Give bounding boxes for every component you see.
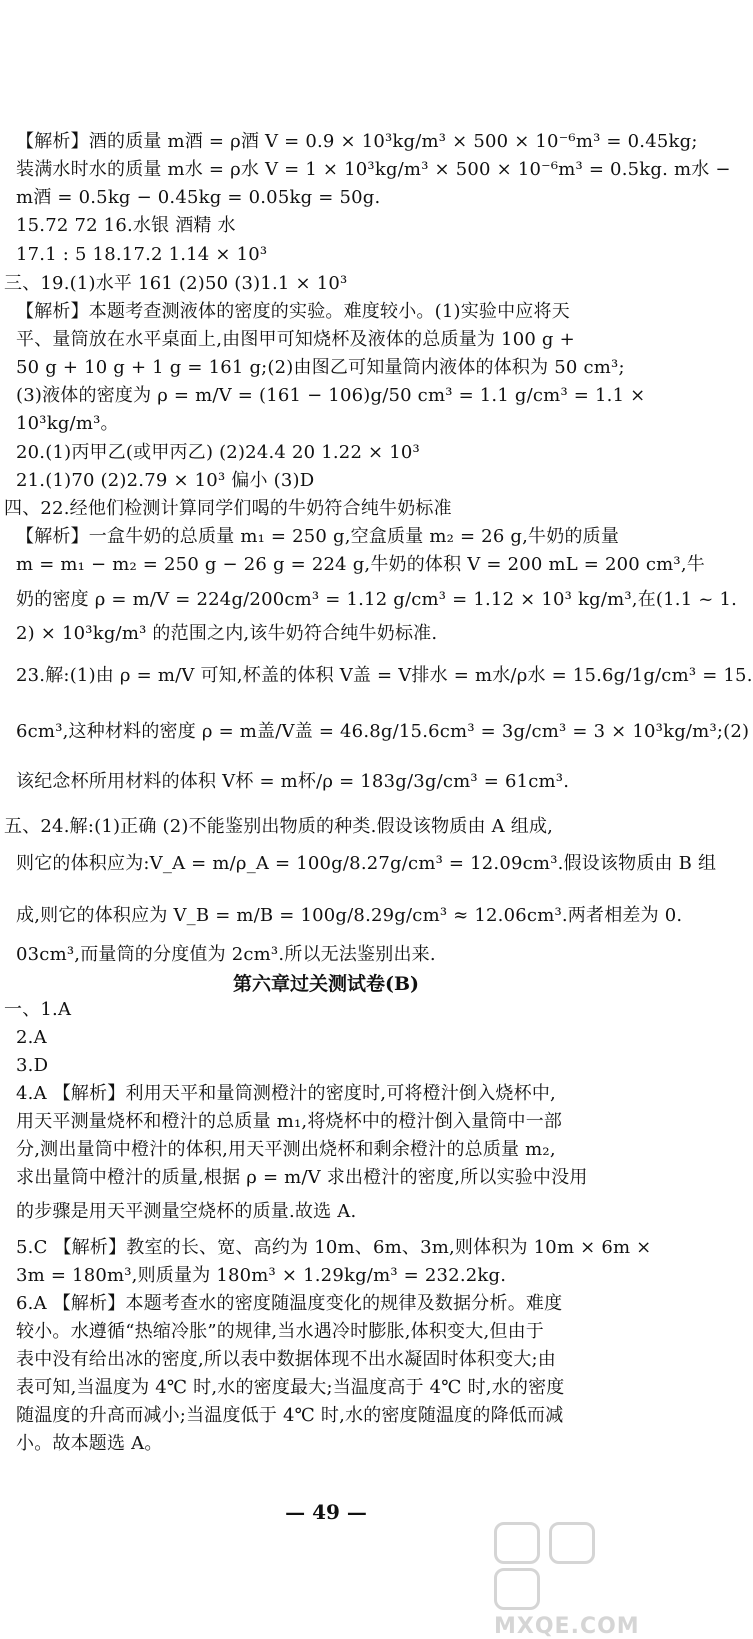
watermark-icon <box>549 1522 595 1564</box>
text-line: 奶的密度 ρ = m/V = 224g/200cm³ = 1.12 g/cm³ = 1.12 × 10³ kg/m³,在(1.1 ~ 1. <box>16 589 738 610</box>
text-line: m = m₁ − m₂ = 250 g − 26 g = 224 g,牛奶的体积 V = 200 mL = 200 cm³,牛 <box>16 554 705 575</box>
text-line: 五、24.解:(1)正确 (2)不能鉴别出物质的种类.假设该物质由 A 组成, <box>4 816 554 837</box>
text-line: 2.A <box>16 1027 47 1048</box>
text-line: 则它的体积应为:V_A = m/ρ_A = 100g/8.27g/cm³ = 12.09cm³.假设该物质由 B 组 <box>16 853 717 874</box>
text-line: (3)液体的密度为 ρ = m/V = (161 − 106)g/50 cm³ = 1.1 g/cm³ = 1.1 × <box>16 385 646 406</box>
text-line: 成,则它的体积应为 V_B = m/B = 100g/8.29g/cm³ ≈ 12.06cm³.两者相差为 0. <box>16 905 683 926</box>
text-line: 表中没有给出冰的密度,所以表中数据体现不出水凝固时体积变大;由 <box>16 1349 556 1370</box>
text-line: 该纪念杯所用材料的体积 V杯 = m杯/ρ = 183g/3g/cm³ = 61cm³. <box>16 771 570 792</box>
text-line: 【解析】本题考查测液体的密度的实验。难度较小。(1)实验中应将天 <box>16 301 570 322</box>
text-line: 20.(1)丙甲乙(或甲丙乙) (2)24.4 20 1.22 × 10³ <box>16 442 420 463</box>
text-line: 5.C 【解析】教室的长、宽、高约为 10m、6m、3m,则体积为 10m × 6m × <box>16 1237 652 1258</box>
text-line: 6.A 【解析】本题考查水的密度随温度变化的规律及数据分析。难度 <box>16 1293 563 1314</box>
text-line: 求出量筒中橙汁的质量,根据 ρ = m/V 求出橙汁的密度,所以实验中没用 <box>16 1167 588 1188</box>
text-line: 3.D <box>16 1055 49 1076</box>
text-line: 的步骤是用天平测量空烧杯的质量.故选 A. <box>16 1201 357 1222</box>
text-line: 一、1.A <box>4 999 72 1020</box>
text-line: 6cm³,这种材料的密度 ρ = m盖/V盖 = 46.8g/15.6cm³ = 3g/cm³ = 3 × 10³kg/m³;(2) <box>16 721 750 742</box>
section-title: 第六章过关测试卷(B) <box>232 973 420 995</box>
text-line: 【解析】一盒牛奶的总质量 m₁ = 250 g,空盒质量 m₂ = 26 g,牛奶的质量 <box>16 526 620 547</box>
text-line: 23.解:(1)由 ρ = m/V 可知,杯盖的体积 V盖 = V排水 = m水/ρ水 = 15.6g/1g/cm³ = 15. <box>16 665 753 686</box>
text-line: 随温度的升高而减小;当温度低于 4℃ 时,水的密度随温度的降低而减 <box>16 1405 564 1426</box>
watermark-icon <box>494 1568 540 1610</box>
text-line: 平、量筒放在水平桌面上,由图甲可知烧杯及液体的总质量为 100 g + <box>16 329 575 350</box>
text-line: 21.(1)70 (2)2.79 × 10³ 偏小 (3)D <box>16 470 315 491</box>
text-line: 较小。水遵循“热缩冷胀”的规律,当水遇冷时膨胀,体积变大,但由于 <box>16 1321 544 1342</box>
text-line: 三、19.(1)水平 161 (2)50 (3)1.1 × 10³ <box>4 273 348 294</box>
page-number: — 49 — <box>285 1500 367 1524</box>
text-line: 用天平测量烧杯和橙汁的总质量 m₁,将烧杯中的橙汁倒入量筒中一部 <box>16 1111 563 1132</box>
text-line: 17.1 : 5 18.17.2 1.14 × 10³ <box>16 244 268 265</box>
text-line: 四、22.经他们检测计算同学们喝的牛奶符合纯牛奶标准 <box>4 498 452 519</box>
text-line: 15.72 72 16.水银 酒精 水 <box>16 215 236 236</box>
text-line: 小。故本题选 A。 <box>16 1433 163 1454</box>
text-line: 10³kg/m³。 <box>16 413 119 434</box>
watermark-logo <box>494 1522 644 1639</box>
text-line: m酒 = 0.5kg − 0.45kg = 0.05kg = 50g. <box>16 187 381 208</box>
text-line: 3m = 180m³,则质量为 180m³ × 1.29kg/m³ = 232.2kg. <box>16 1265 507 1286</box>
text-line: 2) × 10³kg/m³ 的范围之内,该牛奶符合纯牛奶标准. <box>16 623 438 644</box>
watermark-text: MXQE.COM <box>494 1614 640 1639</box>
text-line: 03cm³,而量筒的分度值为 2cm³.所以无法鉴别出来. <box>16 944 436 965</box>
text-line: 分,测出量筒中橙汁的体积,用天平测出烧杯和剩余橙汁的总质量 m₂, <box>16 1139 556 1160</box>
watermark-icon <box>494 1522 540 1564</box>
text-line: 表可知,当温度为 4℃ 时,水的密度最大;当温度高于 4℃ 时,水的密度 <box>16 1377 565 1398</box>
text-line: 【解析】酒的质量 m酒 = ρ酒 V = 0.9 × 10³kg/m³ × 500 × 10⁻⁶m³ = 0.45kg; <box>16 131 698 152</box>
text-line: 50 g + 10 g + 1 g = 161 g;(2)由图乙可知量筒内液体的体积为 50 cm³; <box>16 357 625 378</box>
text-line: 装满水时水的质量 m水 = ρ水 V = 1 × 10³kg/m³ × 500 × 10⁻⁶m³ = 0.5kg. m水 − <box>16 159 731 180</box>
text-line: 4.A 【解析】利用天平和量筒测橙汁的密度时,可将橙汁倒入烧杯中, <box>16 1083 556 1104</box>
